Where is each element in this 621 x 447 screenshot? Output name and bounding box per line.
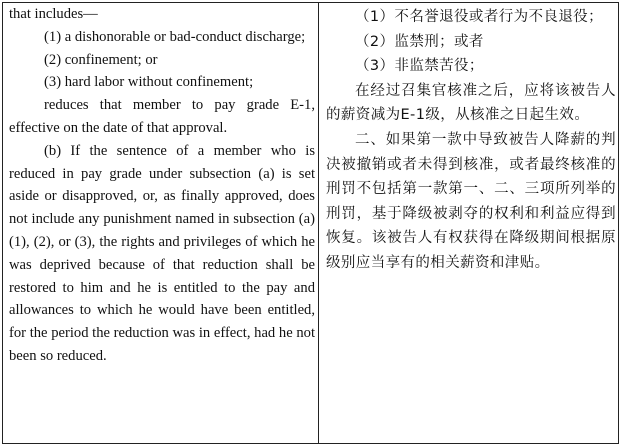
chinese-column bbox=[326, 3, 616, 276]
chinese-paragraph-2: （3）非监禁苦役； bbox=[355, 58, 484, 75]
bilingual-table bbox=[2, 2, 619, 444]
chinese-paragraph-4: 二、如果第一款中导致被告人降薪的判决被撤销或者未得到核准，或者最终核准的刑罚不包括第一款第一、二、三项所列举的刑罚，基于降级被剥夺的权利和利益应得到恢复。该被告人有权获得在降级期间根据原级别应当享有的相关薪资和津贴。 bbox=[326, 131, 616, 271]
english-paragraph-2: (2) confinement; or bbox=[44, 51, 158, 68]
english-paragraph-0: that includes— bbox=[9, 6, 98, 22]
chinese-paragraph-3: 在经过召集官核准之后，应将该被告人的薪资减为E-1级，从核准之日起生效。 bbox=[326, 82, 616, 124]
english-paragraph-5: (b) If the sentence of a member who is reduced in pay grade under subsection (a) is set aside or disapproved, or, as finally approved, does not include any punishment named in subsection (a)(1), (2), or (3), the rights and privileges of which he was deprived because of that reduction shall be restored to him and he is entitled to the pay and allowances to which he would have been entitled, for the period the reduction was in effect, had he not been so reduced. bbox=[9, 142, 315, 364]
column-divider bbox=[318, 3, 319, 443]
english-paragraph-1: (1) a dishonorable or bad-conduct discharge; bbox=[44, 28, 306, 45]
english-paragraph-4: reduces that member to pay grade E-1, effective on the date of that approval. bbox=[9, 97, 315, 136]
chinese-paragraph-1: （2）监禁刑；或者 bbox=[355, 33, 484, 50]
english-column bbox=[9, 3, 315, 368]
english-paragraph-3: (3) hard labor without confinement; bbox=[44, 74, 254, 91]
chinese-paragraph-0: （1）不名誉退役或者行为不良退役； bbox=[355, 9, 604, 25]
